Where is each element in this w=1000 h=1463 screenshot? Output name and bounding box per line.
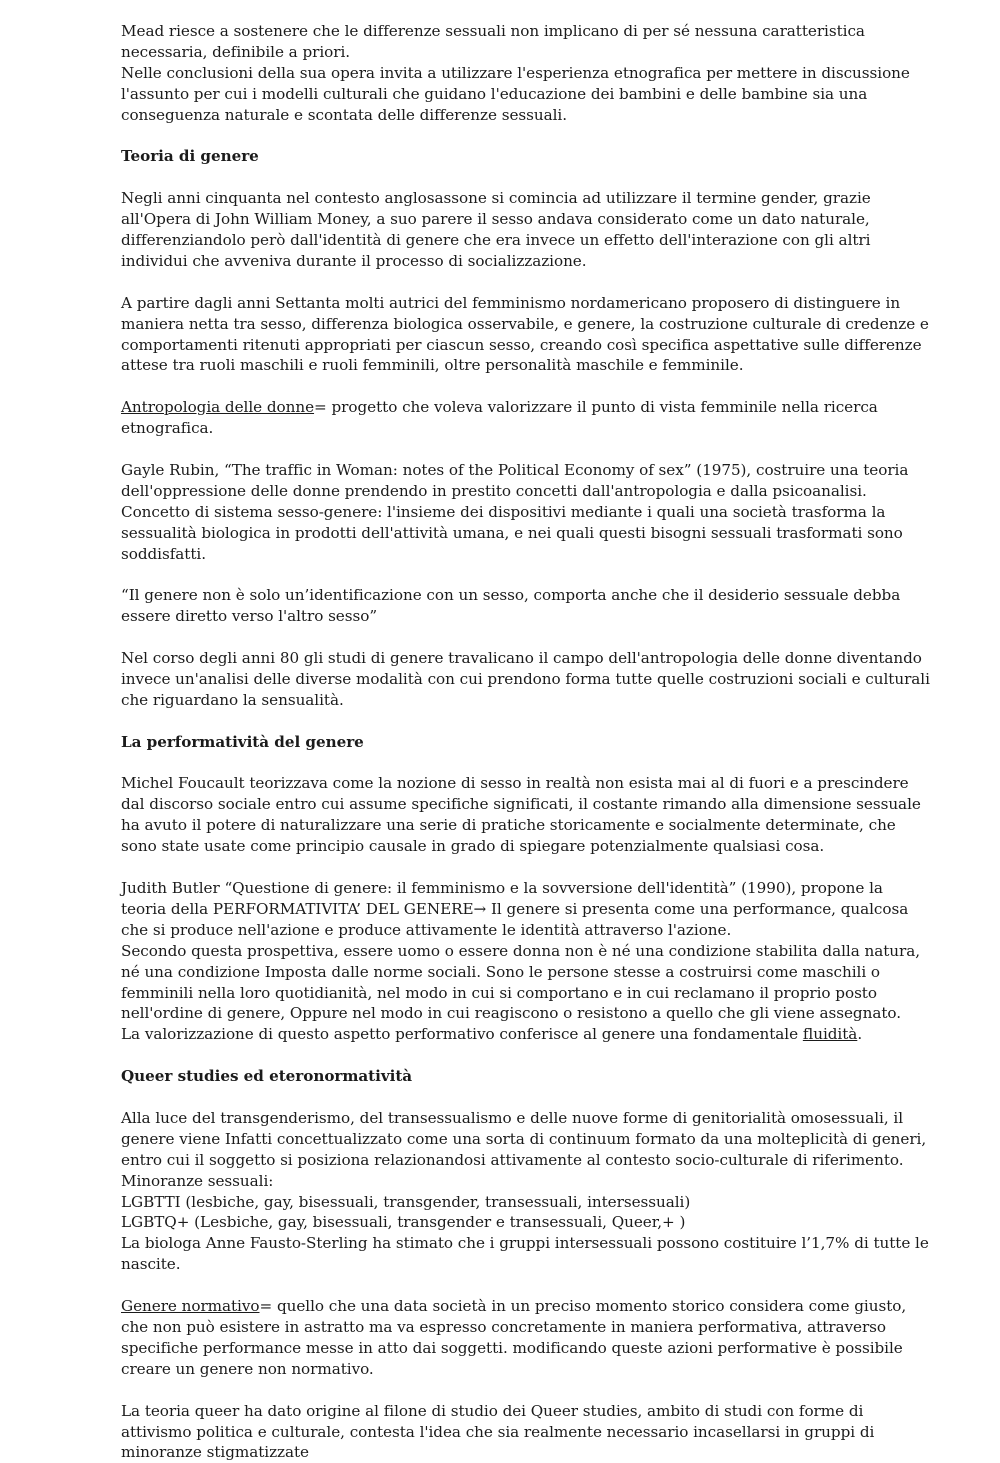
definition-text: = progetto che voleva valorizzare il punto di vista femminile nella ricerca etnografica. [121, 398, 878, 438]
paragraph: Alla luce del transgenderismo, del transessualismo e delle nuove forme di genitorialità omosessuali, il genere viene Infatti concettualizzato come una sorta di continuum formato da una molteplicità di generi, entro cui il soggetto si posiziona relazionandosi attivamente al contesto socio-culturale di riferimento. [121, 1108, 927, 1169]
paragraph: Concetto di sistema sesso-genere: l'insieme dei dispositivi mediante i quali una società trasforma la sessualità biologica in prodotti dell'attività umana, e nei quali questi bisogni sessuali trasformati sono soddisfatti. [121, 502, 903, 563]
quote-paragraph: “Il genere non è solo un’identificazione con un sesso, comporta anche che il desiderio sessuale debba essere diretto verso l'altro sesso” [121, 586, 901, 626]
paragraph: A partire dagli anni Settanta molti autrici del femminismo nordamericano proposero di distinguere in maniera netta tra sesso, differenza biologica osservabile, e genere, la costruzione culturale di credenze e comportamenti ritenuti appropriati per ciascun sesso, creando così specifica aspettative sulle differenze attese tra ruoli maschili e ruoli femminili, oltre personalità maschile e femminile. [121, 293, 929, 375]
section-heading: La performatività del genere [121, 732, 364, 751]
underlined-term: fluidità [802, 1025, 858, 1044]
paragraph: La teoria queer ha dato origine al filone di studio dei Queer studies, ambito di studi con forme di attivismo politica e culturale, contesta l'idea che sia realmente necessario incasellarsi in gruppi di minoranze stigmatizzate [121, 1401, 875, 1462]
section-heading: Queer studies ed eteronormatività [121, 1067, 413, 1086]
section-heading: Teoria di genere [121, 147, 259, 166]
list-heading: Minoranze sessuali: [121, 1171, 274, 1190]
definition-text: = quello che una data società in un preciso momento storico considera come giusto, che non può esistere in astratto ma va espresso concretamente in maniera performativa, attraverso specifiche performance messe in atto dai soggetti. modificando queste azioni performative è possibile creare un genere non normativo. [121, 1297, 907, 1378]
underlined-term: Antropologia delle donne [121, 398, 315, 417]
paragraph: La biologa Anne Fausto-Sterling ha stimato che i gruppi intersessuali possono costituire l’1,7% di tutte le nascite. [121, 1234, 929, 1274]
list-item: LGBTQ+ (Lesbiche, gay, bisessuali, transgender e transessuali, Queer,+ ) [121, 1213, 686, 1232]
document-page [121, 21, 931, 1463]
paragraph: Mead riesce a sostenere che le differenze sessuali non implicano di per sé nessuna caratteristica necessaria, definibile a priori. [121, 22, 865, 61]
paragraph [121, 1024, 931, 1045]
paragraph: Nel corso degli anni 80 gli studi di genere travalicano il campo dell'antropologia delle donne diventando invece un'analisi delle diverse modalità con cui prendono forma tutte quelle costruzioni sociali e culturali che riguardano la sensualità. [121, 649, 930, 709]
paragraph: Judith Butler “Questione di genere: il femminismo e la sovversione dell'identità” (1990), propone la teoria della PERFORMATIVITA’ DEL GENERE→ Il genere si presenta come una performance, qualcosa che si produce nell'azione e produce attivamente le identità attraverso l'azione. [121, 879, 909, 939]
definition-paragraph [121, 1296, 931, 1380]
definition-paragraph [121, 397, 931, 439]
paragraph-text: . [857, 1025, 863, 1044]
paragraph-text: La valorizzazione di questo aspetto performativo conferisce al genere una fondamentale [121, 1025, 803, 1044]
paragraph: Secondo questa prospettiva, essere uomo o essere donna non è né una condizione stabilita dalla natura, né una condizione Imposta dalle norme sociali. Sono le persone stesse a costruirsi come maschili o femminili nella loro quotidianità, nel modo in cui si comportano e in cui reclamano il proprio posto nell'ordine di genere, Oppure nel modo in cui reagiscono o resistono a quello che gli viene assegnato. [121, 941, 921, 1023]
paragraph: Michel Foucault teorizzava come la nozione di sesso in realtà non esista mai al di fuori e a prescindere dal discorso sociale entro cui assume specifiche significati, il costante rimando alla dimensione sessuale ha avuto il potere di naturalizzare una serie di pratiche storicamente e socialmente determinate, che sono state usate come principio causale in grado di spiegare potenzialmente qualsiasi cosa. [121, 774, 921, 856]
list-item: LGBTTI (lesbiche, gay, bisessuali, transgender, transessuali, intersessuali) [121, 1192, 691, 1211]
underlined-term: Genere normativo [121, 1297, 260, 1316]
paragraph: Gayle Rubin, “The traffic in Woman: notes of the Political Economy of sex” (1975), costruire una teoria dell'oppressione delle donne prendendo in prestito concetti dall'antropologia e dalla psicoanalisi. [121, 460, 909, 500]
paragraph: Nelle conclusioni della sua opera invita a utilizzare l'esperienza etnografica per mettere in discussione l'assunto per cui i modelli culturali che guidano l'educazione dei bambini e delle bambine sia una conseguenza naturale e scontata delle differenze sessuali. [121, 63, 910, 124]
paragraph: Negli anni cinquanta nel contesto anglosassone si comincia ad utilizzare il termine gender, grazie all'Opera di John William Money, a suo parere il sesso andava considerato come un dato naturale, differenziandolo però dall'identità di genere che era invece un effetto dell'interazione con gli altri individui che avveniva durante il processo di socializzazione. [121, 189, 871, 270]
